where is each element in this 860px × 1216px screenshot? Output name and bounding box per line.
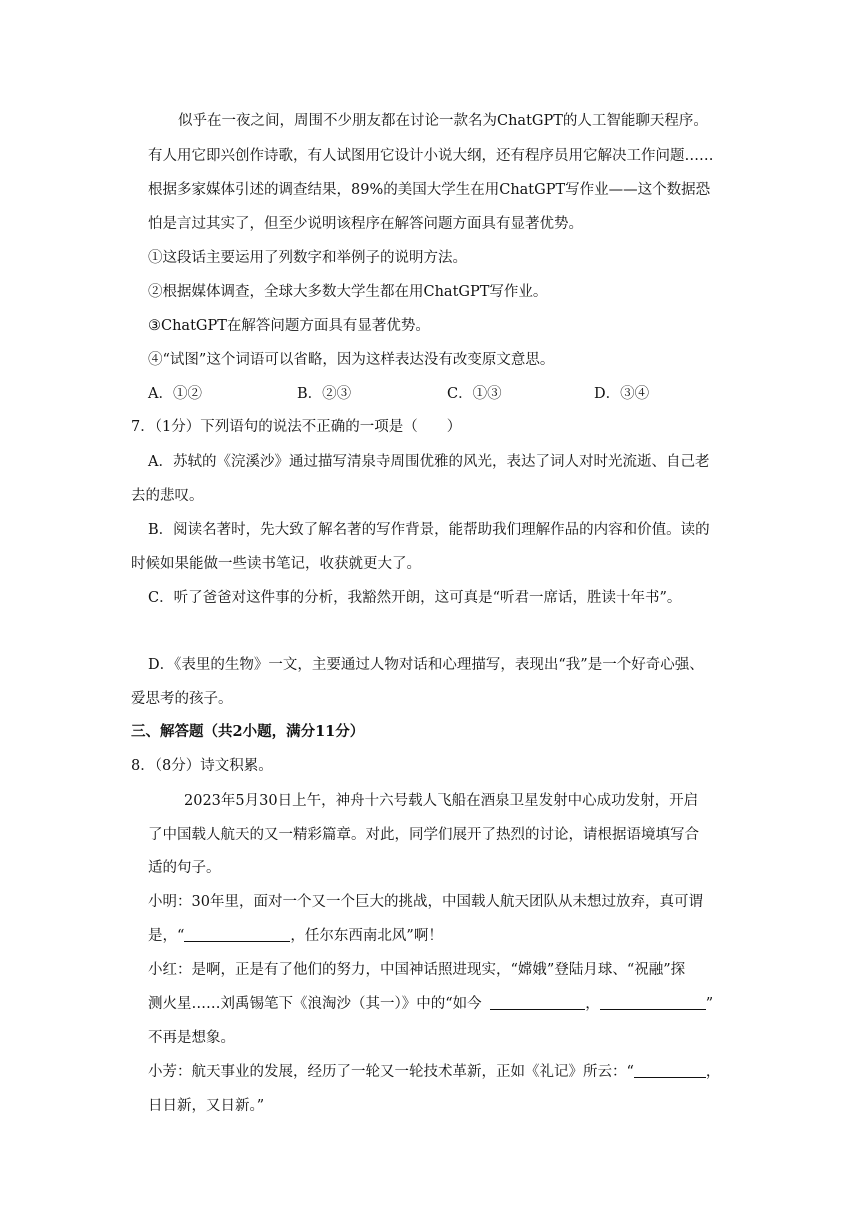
answer-blank-4[interactable]	[634, 1063, 706, 1078]
answer-blank-1[interactable]	[184, 927, 290, 942]
xiaohong-line-3: 不再是想象。	[148, 1030, 235, 1046]
statement-3: ③ChatGPT在解答问题方面具有显著优势。	[148, 318, 430, 334]
passage-line-3: 根据多家媒体引述的调查结果，89%的美国大学生在用ChatGPT写作业——这个数据恐	[148, 182, 711, 198]
xiaohong-line-1: 小红：是啊，正是有了他们的努力，中国神话照进现实，“嫦娥”登陆月球、“祝融”探	[148, 962, 686, 978]
q8-intro-2: 了中国载人航天的又一精彩篇章。对此，同学们展开了热烈的讨论，请根据语境填写合	[148, 827, 699, 843]
xiaofang-text-a: 小芳：航天事业的发展，经历了一轮又一轮技术革新，正如《礼记》所云：“	[148, 1064, 634, 1080]
q7-stem: 7．（1分）下列语句的说法不正确的一项是（ ）	[131, 419, 462, 435]
q8-stem: 8．（8分）诗文积累。	[131, 758, 273, 774]
q7-option-b[interactable]: B．阅读名著时，先大致了解名著的写作背景，能帮助我们理解作品的内容和价值。读的	[148, 522, 710, 538]
q8-intro-1: 2023年5月30日上午，神舟十六号载人飞船在酒泉卫星发射中心成功发射，开启	[184, 793, 699, 809]
passage-line-4: 怕是言过其实了，但至少说明该程序在解答问题方面具有显著优势。	[148, 216, 583, 232]
xiaofang-line-1	[148, 1062, 720, 1082]
q6-option-c[interactable]: C．①③	[447, 386, 502, 402]
q7-option-d[interactable]: D．《表里的生物》一文，主要通过人物对话和心理描写，表现出“我”是一个好奇心强、	[148, 657, 704, 673]
xiaohong-text-c: ”	[705, 996, 714, 1012]
q6-option-d[interactable]: D．③④	[594, 386, 650, 402]
q6-option-a[interactable]: A．①②	[148, 386, 202, 402]
passage-line-2: 有人用它即兴创作诗歌，有人试图用它设计小说大纲，还有程序员用它解决工作问题……	[148, 148, 714, 164]
xiaofang-line-2: 日日新，又日新。”	[148, 1098, 265, 1114]
statement-1: ①这段话主要运用了列数字和举例子的说明方法。	[148, 250, 467, 266]
xiaoming-text-a: 是，“	[148, 928, 185, 944]
q7-option-a-cont: 去的悲叹。	[131, 488, 204, 504]
q8-intro-3: 适的句子。	[148, 860, 221, 876]
xiaohong-line-2	[148, 994, 713, 1014]
xiaoming-line-2	[148, 926, 443, 946]
answer-blank-3[interactable]	[600, 995, 706, 1010]
xiaofang-text-b: ，	[705, 1064, 721, 1080]
xiaoming-text-b: ，任尔东西南北风”啊！	[290, 928, 443, 944]
section-heading: 三、解答题（共2小题，满分11分）	[131, 723, 365, 740]
q6-option-b[interactable]: B．②③	[297, 386, 352, 402]
answer-blank-2[interactable]	[490, 995, 585, 1010]
passage-line-1: 似乎在一夜之间，周围不少朋友都在讨论一款名为ChatGPT的人工智能聊天程序。	[178, 113, 708, 129]
statement-2: ②根据媒体调查，全球大多数大学生都在用ChatGPT写作业。	[148, 284, 548, 300]
xiaohong-text-a: 测火星……刘禹锡笔下《浪淘沙（其一）》中的“如今	[148, 996, 482, 1012]
q7-option-b-cont: 时候如果能做一些读书笔记，收获就更大了。	[131, 556, 421, 572]
q7-option-c[interactable]: C．听了爸爸对这件事的分析，我豁然开朗，这可真是“听君一席话，胜读十年书”。	[148, 590, 682, 606]
q7-option-a[interactable]: A．苏轼的《浣溪沙》通过描写清泉寺周围优雅的风光，表达了词人对时光流逝、自己老	[148, 454, 710, 470]
statement-4: ④“试图”这个词语可以省略，因为这样表达没有改变原文意思。	[148, 352, 555, 368]
xiaohong-text-b: ，	[585, 996, 600, 1012]
xiaoming-line-1: 小明：30年里，面对一个又一个巨大的挑战，中国载人航天团队从未想过放弃，真可谓	[148, 894, 703, 910]
q7-option-d-cont: 爱思考的孩子。	[131, 691, 233, 707]
